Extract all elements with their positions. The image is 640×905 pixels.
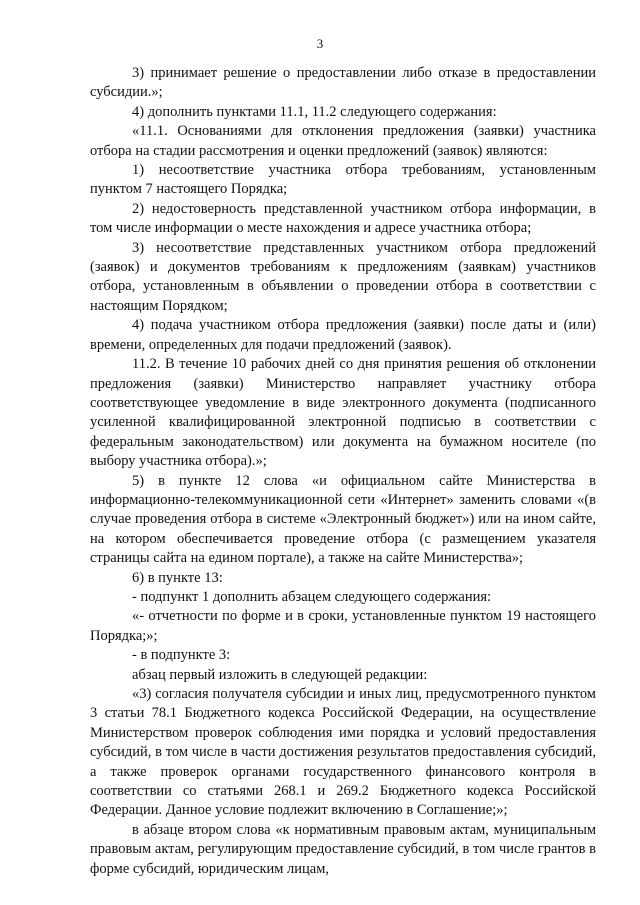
paragraph-subpoint-3: - в подпункте 3: [132, 647, 231, 664]
paragraph-item-5-point-12: 5) в пункте 12 слова «и официальном сайте Министерства в информационно-телекоммуникационной сети «Интернет» заменить словами «(в случае проведения отбора в системе «Электронный бюджет») или на ином сайте, на котором обеспечивается проведение отбора (с размещением указателя страницы сайта на едином портале), а также на сайте Министерства»; [90, 472, 596, 567]
paragraph-consent: «3) согласия получателя субсидии и иных лиц, предусмотренного пунктом 3 статьи 78.1 Бюджетного кодекса Российской Федерации, на осуществление Министерством проверок соблюдения ими порядка и условий предоставления субсидий, в том числе в части достижения результатов предоставления субсидий, а также проверок органами государственного финансового контроля в соответствии со статьями 268.1 и 269.2 Бюджетного кодекса Российской Федерации. Данное условие подлежит включению в Соглашение;»; [90, 686, 596, 819]
paragraph-11-1-grounds: «11.1. Основаниями для отклонения предложения (заявки) участника отбора на стадии рассмотрения и оценки предложений (заявок) являются: [90, 123, 596, 159]
paragraph-ground-2: 2) недостоверность представленной участником отбора информации, в том числе информации о месте нахождения и адресе участника отбора; [90, 200, 596, 237]
paragraph-ground-4: 4) подача участником отбора предложения (заявки) после даты и (или) времени, определенных для подачи предложений (заявок). [90, 317, 596, 353]
paragraph-second-indent: в абзаце втором слова «к нормативным правовым актам, муниципальным правовым актам, регулирующим предоставление субсидий, в том числе грантов в форме субсидий, юридическим лицам, [90, 821, 596, 877]
page-number: 3 [316, 36, 324, 51]
paragraph-item-3-decision: 3) принимает решение о предоставлении либо отказе в предоставлении субсидии.»; [90, 65, 596, 101]
paragraph-11-2-notice: 11.2. В течение 10 рабочих дней со дня принятия решения об отклонении предложения (заявки) Министерство направляет участнику отбора соответствующее уведомление в виде электронного документа (подписанного усиленной квалифицированной электронной подписью в соответствии с федеральным законодательством) или документа на бумажном носителе (по выбору участника отбора).»; [90, 356, 596, 470]
paragraph-ground-1: 1) несоответствие участника отбора требованиям, установленным пунктом 7 настоящего Порядка; [90, 162, 596, 198]
document-body [90, 64, 596, 879]
paragraph-reporting: «- отчетности по форме и в сроки, установленные пунктом 19 настоящего Порядка;»; [90, 608, 596, 644]
paragraph-item-6-point-13: 6) в пункте 13: [132, 569, 223, 586]
paragraph-subpoint-1: - подпункт 1 дополнить абзацем следующего содержания: [132, 588, 492, 605]
paragraph-ground-3: 3) несоответствие представленных участником отбора предложений (заявок) и документов требованиям к предложениям (заявкам) участников отбора, установленным в объявлении о проведении отбора в соответствии с настоящим Порядком; [90, 239, 596, 314]
paragraph-item-4-add-points: 4) дополнить пунктами 11.1, 11.2 следующего содержания: [132, 103, 497, 120]
paragraph-first-indent: абзац первый изложить в следующей редакции: [132, 666, 428, 683]
